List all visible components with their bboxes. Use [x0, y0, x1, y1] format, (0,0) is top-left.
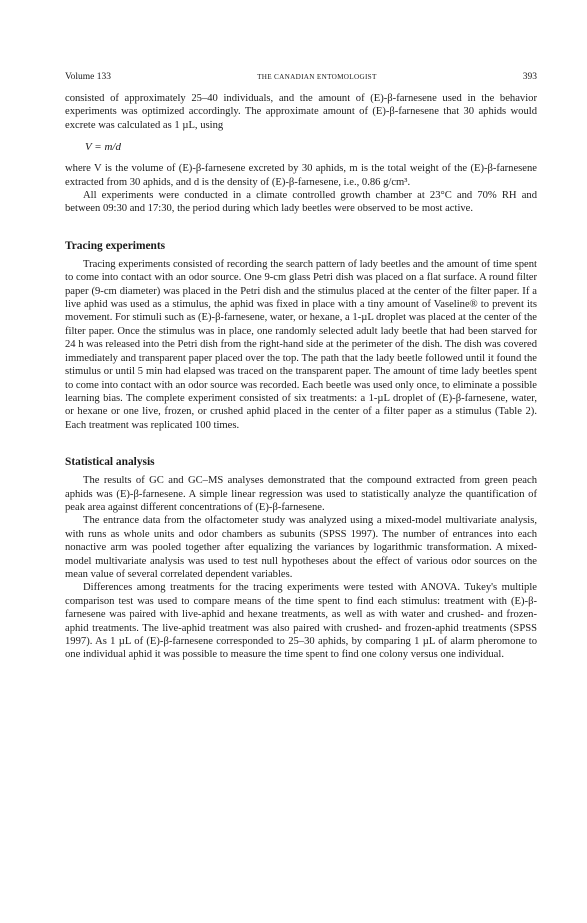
- tracing-heading: Tracing experiments: [65, 239, 166, 252]
- tracing-paragraph: Tracing experiments consisted of recording the search pattern of lady beetles and the amount of time spent to come into contact with an odor source. One 9-cm glass Petri dish was placed on a flat surface. A round filter paper (9-cm diameter) was placed in the Petri dish and the stimulus placed at the center of the filter paper. If a live aphid was used as a stimulus, the aphid was fixed in place with a tiny amount of Vaseline® to prevent its movement. For stimuli such as (E)-β-farnesene, water, or hexane, a 1-µL droplet was placed at the center of the filter paper. Once the stimulus was in place, one randomly selected adult lady beetle that had been starved for 24 h was released into the Petri dish from the right-hand side at the perimeter of the dish. The dish was covered immediately and transparent paper placed over the top. The path that the lady beetle followed until it found the stimulus or until 5 min had elapsed was traced on the transparent paper. The amount of time lady beetles spent to come into contact with an odor source was recorded. Each beetle was used only once, to eliminate a possible learning bias. The complete experiment consisted of six treatments: a 1-µL droplet of (E)-β-farnesene, water, or hexane or one live, frozen, or crushed aphid placed in the center of a filter paper as a stimulus (Table 2). Each treatment was replicated 100 times.: [65, 258, 537, 431]
- statistical-paragraph-1: The results of GC and GC–MS analyses demonstrated that the compound extracted from green peach aphids was (E)-β-farnesene. A simple linear regression was used to statistically analyze the quantification of peak area against different concentrations of (E)-β-farnesene.: [65, 475, 537, 513]
- volume-equation: V = m/d: [85, 141, 121, 154]
- volume-label: Volume 133: [65, 72, 112, 82]
- journal-page: [65, 72, 537, 662]
- running-header: [65, 72, 537, 82]
- intro-paragraph-2: where V is the volume of (E)-β-farnesene excreted by 30 aphids, m is the total weight of the (E)-β-farnesene extracted from 30 aphids, and d is the density of (E)-β-farnesene, i.e., 0.86 g/cm³.: [65, 163, 537, 188]
- intro-paragraph-1: consisted of approximately 25–40 individuals, and the amount of (E)-β-farnesene used in the behavior experiments was optimized accordingly. The approximate amount of (E)-β-farnesene that 30 aphids would excrete was calculated as 1 µL, using: [65, 93, 537, 131]
- statistical-paragraph-3: Differences among treatments for the tracing experiments were tested with ANOVA. Tukey's multiple comparison test was used to compare means of the time spent to find each stimulus: treatment with (E)-β-farnesene was paired with live-aphid and hexane treatments, as well as with water and crushed- and frozen-aphid treatments. The live-aphid treatment was also paired with crushed- and frozen-aphid treatments (SPSS 1997). As 1 µL of (E)-β-farnesene corresponded to 25–30 aphids, by comparing 1 µL of alarm pheromone to one individual aphid it was possible to measure the time spent to find one colony versus one individual.: [65, 582, 537, 661]
- journal-title: THE CANADIAN ENTOMOLOGIST: [257, 73, 377, 81]
- intro-paragraph-3: All experiments were conducted in a climate controlled growth chamber at 23°C and 70% RH and between 09:30 and 17:30, the period during which lady beetles were observed to be most active.: [65, 190, 537, 215]
- statistical-paragraph-2: The entrance data from the olfactometer study was analyzed using a mixed-model multivariate analysis, with runs as whole units and odor chambers as subunits (SPSS 1997). The number of entrances into each nonactive arm was pooled together after equalizing the variances by logarithmic transformation. A mixed-model multivariate analysis was used to test null hypotheses about the effect of various odor sources on the mean value of several correlated dependent variables.: [65, 515, 537, 580]
- page-number: 393: [522, 72, 537, 82]
- statistical-heading: Statistical analysis: [65, 456, 155, 469]
